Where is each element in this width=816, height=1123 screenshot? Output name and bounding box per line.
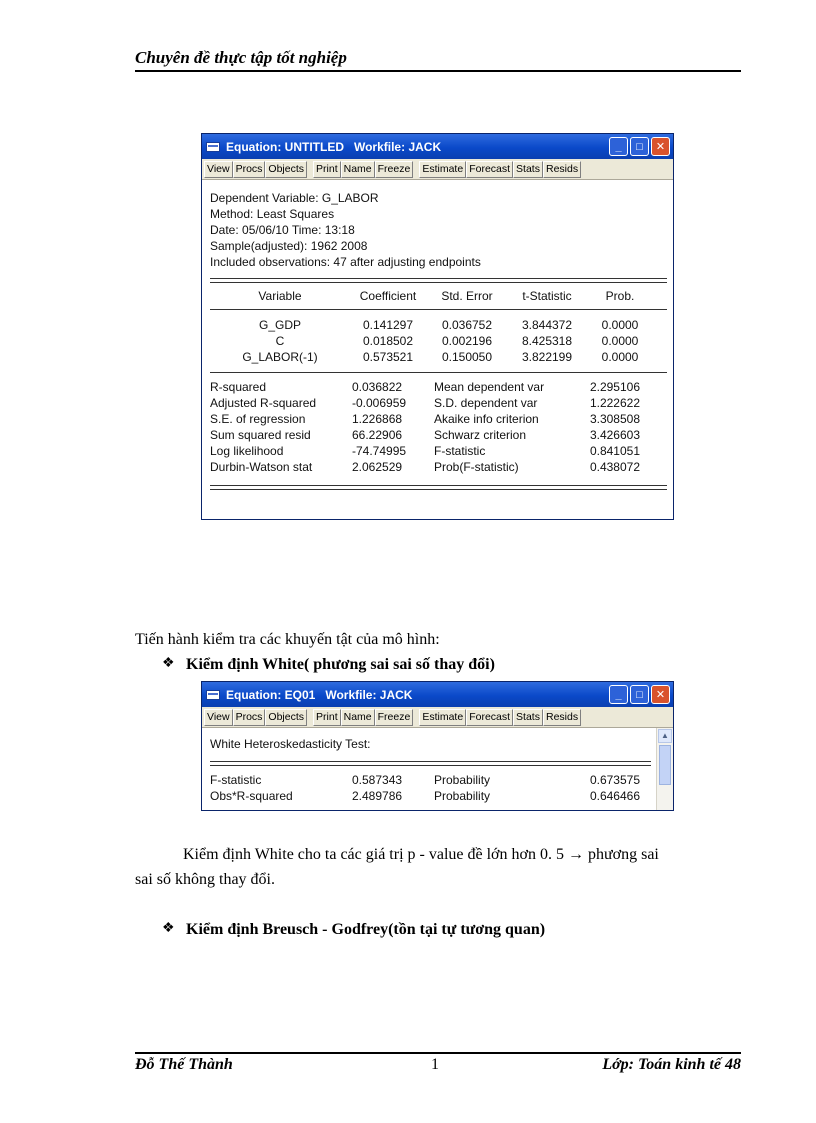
toolbar-objects-button[interactable]: Objects: [265, 161, 307, 178]
stat-label: Probability: [434, 773, 491, 787]
toolbar-procs-button[interactable]: Procs: [233, 161, 266, 178]
stats-row: [210, 395, 667, 411]
info-line: Date: 05/06/10 Time: 13:18: [210, 223, 355, 237]
stat-value: 3.308508: [589, 412, 640, 426]
stat-label: Mean dependent var: [434, 380, 545, 394]
cell-t-statistic: 3.844372: [521, 318, 573, 332]
footer-author: Đỗ Thế Thành: [135, 1056, 233, 1073]
stat-label: F-statistic: [434, 444, 486, 458]
col-std-error: Std. Error: [441, 289, 493, 303]
window-title-bar[interactable]: [202, 134, 673, 159]
table-row: [210, 317, 667, 333]
stat-label: F-statistic: [210, 773, 262, 787]
toolbar-view-button[interactable]: View: [204, 161, 233, 178]
window-app-icon: [206, 690, 220, 700]
toolbar-estimate-button[interactable]: Estimate: [419, 709, 466, 726]
stats-row: [210, 379, 667, 395]
equation-window-untitled[interactable]: [201, 133, 674, 520]
stat-label: Sum squared resid: [210, 428, 311, 442]
col-prob: Prob.: [605, 289, 635, 303]
stat-label: S.D. dependent var: [434, 396, 538, 410]
test-title: White Heteroskedasticity Test:: [210, 737, 371, 751]
stat-value: 1.226868: [352, 412, 403, 426]
equation-window-eq01[interactable]: [201, 681, 674, 811]
table-rule: [210, 309, 667, 310]
stat-value: 2.062529: [352, 460, 403, 474]
cell-prob: 0.0000: [601, 350, 639, 364]
stat-value: 0.438072: [589, 460, 640, 474]
stat-value: 0.646466: [589, 789, 640, 803]
window-title: Equation: EQ01 Workfile: JACK: [226, 687, 413, 702]
bullet-text: Kiểm định White( phương sai sai số thay đổi): [186, 656, 495, 673]
maximize-icon[interactable]: □: [630, 137, 649, 156]
paragraph-line-1: Kiểm định White cho ta các giá trị p - value đề lớn hơn 0. 5 → phương sai: [183, 846, 659, 863]
stats-row: [210, 459, 667, 475]
diamond-bullet-icon: [162, 923, 176, 937]
stats-row: [210, 411, 667, 427]
header-rule: [135, 70, 741, 72]
info-line: Sample(adjusted): 1962 2008: [210, 239, 368, 253]
cell-t-statistic: 3.822199: [521, 350, 573, 364]
white-test-output: [202, 728, 673, 811]
stat-label: Adjusted R-squared: [210, 396, 317, 410]
cell-variable: G_GDP: [258, 318, 301, 332]
footer-class: Lớp: Toán kinh tế 48: [602, 1056, 741, 1073]
scroll-up-arrow-icon[interactable]: ▲: [658, 729, 672, 743]
cell-coefficient: 0.141297: [362, 318, 414, 332]
col-t-statistic: t-Statistic: [522, 289, 572, 303]
stats-row: [210, 443, 667, 459]
stat-value: 0.841051: [589, 444, 640, 458]
stat-value: 0.587343: [352, 773, 403, 787]
minimize-icon[interactable]: _: [609, 685, 628, 704]
bullet-breusch-godfrey: [162, 921, 545, 939]
table-row: [210, 349, 667, 365]
paragraph-line-2: sai số không thay đổi.: [135, 871, 275, 888]
stat-value: 0.036822: [352, 380, 403, 394]
table-header-row: [210, 283, 667, 309]
cell-variable: G_LABOR(-1): [242, 350, 318, 364]
table-rule: [210, 761, 651, 766]
stat-label: Durbin-Watson stat: [210, 460, 313, 474]
table-row: [210, 333, 667, 349]
cell-coefficient: 0.018502: [362, 334, 414, 348]
toolbar-stats-button[interactable]: Stats: [513, 161, 543, 178]
stat-label: Schwarz criterion: [434, 428, 527, 442]
toolbar-name-button[interactable]: Name: [341, 709, 375, 726]
close-icon[interactable]: ✕: [651, 685, 670, 704]
stats-row: [210, 788, 651, 804]
stat-value: -74.74995: [352, 444, 407, 458]
footer-rule: [135, 1052, 741, 1054]
stat-value: 0.673575: [589, 773, 640, 787]
stat-value: 3.426603: [589, 428, 640, 442]
col-coefficient: Coefficient: [359, 289, 417, 303]
cell-coefficient: 0.573521: [362, 350, 414, 364]
toolbar-objects-button[interactable]: Objects: [265, 709, 307, 726]
maximize-icon[interactable]: □: [630, 685, 649, 704]
stat-value: -0.006959: [352, 396, 407, 410]
stat-label: Probability: [434, 789, 491, 803]
bullet-white-test: [162, 656, 495, 674]
cell-variable: C: [275, 334, 285, 348]
toolbar-forecast-button[interactable]: Forecast: [466, 709, 513, 726]
intro-text: Tiến hành kiểm tra các khuyến tật của mô hình:: [135, 631, 440, 648]
window-app-icon: [206, 142, 220, 152]
toolbar-print-button[interactable]: Print: [313, 709, 341, 726]
toolbar-freeze-button[interactable]: Freeze: [375, 709, 414, 726]
vertical-scrollbar[interactable]: [656, 728, 673, 811]
window-title: Equation: UNTITLED Workfile: JACK: [226, 139, 442, 154]
toolbar-view-button[interactable]: View: [204, 709, 233, 726]
equation-toolbar: [202, 707, 673, 728]
minimize-icon[interactable]: _: [609, 137, 628, 156]
stat-value: 1.222622: [589, 396, 640, 410]
col-variable: Variable: [258, 289, 302, 303]
stat-label: Log likelihood: [210, 444, 284, 458]
stat-label: Prob(F-statistic): [434, 460, 519, 474]
info-line: Included observations: 47 after adjusting endpoints: [210, 255, 481, 269]
stat-value: 66.22906: [352, 428, 403, 442]
page-header-title: Chuyên đề thực tập tốt nghiệp: [135, 48, 347, 67]
info-line: Method: Least Squares: [210, 207, 335, 221]
stat-label: R-squared: [210, 380, 267, 394]
stat-value: 2.489786: [352, 789, 403, 803]
table-rule: [210, 485, 667, 490]
stat-label: Obs*R-squared: [210, 789, 293, 803]
toolbar-print-button[interactable]: Print: [313, 161, 341, 178]
toolbar-estimate-button[interactable]: Estimate: [419, 161, 466, 178]
regression-stats: [210, 379, 667, 475]
toolbar-procs-button[interactable]: Procs: [233, 709, 266, 726]
stat-label: S.E. of regression: [210, 412, 306, 426]
toolbar-forecast-button[interactable]: Forecast: [466, 161, 513, 178]
stats-row: [210, 772, 651, 788]
toolbar-stats-button[interactable]: Stats: [513, 709, 543, 726]
page-number: 1: [431, 1056, 439, 1073]
cell-t-statistic: 8.425318: [521, 334, 573, 348]
stat-value: 2.295106: [589, 380, 640, 394]
window-title-bar[interactable]: [202, 682, 673, 707]
stats-row: [210, 427, 667, 443]
cell-std-error: 0.002196: [441, 334, 493, 348]
cell-std-error: 0.150050: [441, 350, 493, 364]
stat-label: Akaike info criterion: [434, 412, 539, 426]
equation-toolbar: [202, 159, 673, 180]
scrollbar-thumb[interactable]: [659, 745, 671, 785]
diamond-bullet-icon: [162, 658, 176, 672]
toolbar-resids-button[interactable]: Resids: [543, 709, 581, 726]
bullet-text: Kiểm định Breusch - Godfrey(tồn tại tự tương quan): [186, 921, 546, 938]
info-line: Dependent Variable: G_LABOR: [210, 191, 379, 205]
close-icon[interactable]: ✕: [651, 137, 670, 156]
toolbar-name-button[interactable]: Name: [341, 161, 375, 178]
cell-std-error: 0.036752: [441, 318, 493, 332]
cell-prob: 0.0000: [601, 334, 639, 348]
toolbar-resids-button[interactable]: Resids: [543, 161, 581, 178]
estimation-output: [202, 180, 673, 490]
toolbar-freeze-button[interactable]: Freeze: [375, 161, 414, 178]
table-rule: [210, 372, 667, 373]
cell-prob: 0.0000: [601, 318, 639, 332]
